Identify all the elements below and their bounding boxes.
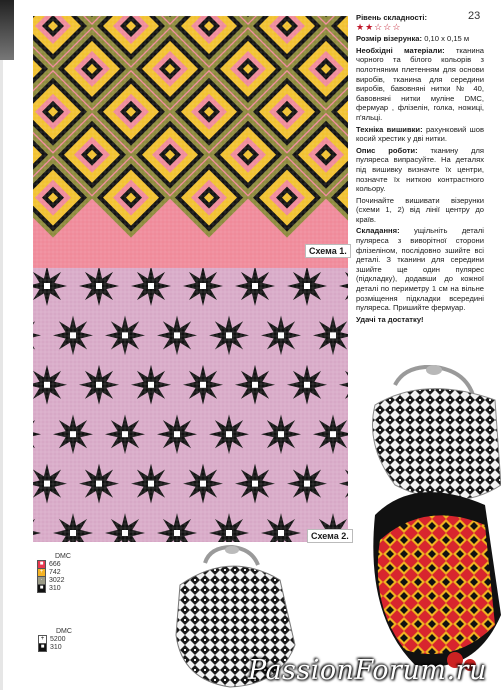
legend-1-code: 666 — [49, 560, 61, 568]
legend-1-swatch: + — [37, 568, 46, 577]
technique-paragraph — [356, 125, 484, 144]
legend-2-row — [38, 643, 72, 651]
work-text-2: Починайте вишивати візерунки (схеми 1, 2) від лінії центру до країв. — [356, 195, 484, 224]
difficulty-stars — [356, 22, 401, 32]
instructions-column — [356, 13, 484, 326]
scheme-2-chart — [33, 268, 348, 542]
size-label: Розмір візерунка: — [356, 34, 423, 44]
materials-label: Необхідні матеріали: — [356, 45, 445, 55]
legend-scheme-2 — [38, 628, 72, 651]
legend-1-rows — [37, 560, 71, 592]
closing-line: Удачі та достатку! — [356, 314, 424, 324]
page-number: 23 — [468, 10, 481, 22]
legend-2-rows — [38, 635, 72, 651]
work-text: тканину для пуляреса випрасуйте. На деталях під вишивку визначте їх центри, позначте їх ниткою контрастного кольору. — [356, 145, 484, 194]
legend-2-swatch: ■ — [38, 643, 47, 652]
legend-2-code: 5200 — [50, 635, 66, 643]
page-edge-line — [0, 60, 3, 690]
star-empty-icon: ☆ — [383, 21, 393, 32]
star-empty-icon: ☆ — [374, 21, 384, 32]
technique-text: рахунковий шов косий хрестик у дві нитки. — [356, 124, 484, 144]
legend-1-swatch: · — [37, 576, 46, 585]
page-edge-shadow — [0, 0, 14, 60]
difficulty-line — [356, 13, 484, 32]
legend-1-swatch: ■ — [37, 560, 46, 569]
scheme-1-caption: Схема 1. — [305, 244, 351, 258]
size-value: 0,10 x 0,15 м — [424, 34, 470, 44]
work-paragraph-2 — [356, 196, 484, 225]
size-line — [356, 34, 484, 44]
assembly-paragraph — [356, 226, 484, 312]
technique-label: Техніка вишивки: — [356, 124, 423, 134]
legend-1-code: 310 — [49, 584, 61, 592]
star-filled-icon: ★ — [365, 21, 375, 32]
watermark-text: PassionForum.ru — [248, 655, 487, 686]
legend-1-row — [37, 584, 71, 592]
legend-1-code: 3022 — [49, 576, 65, 584]
legend-2-swatch: + — [38, 635, 47, 644]
difficulty-label: Рівень складності: — [356, 13, 428, 22]
legend-2-header: DMC — [56, 628, 72, 635]
assembly-text: ущільніть деталі пуляреса з виворітної сторони флізеліном, послідовно зшийте всі деталі. З тканини для середини зшийте ще один пулярес (підкладку), додавши до кожної деталі по периметру 1 см на вільне розміщення підкладки всередині пуляреса. Пришийте фермуар. — [356, 226, 484, 313]
scheme-1-chart — [33, 16, 348, 270]
legend-2-code: 310 — [50, 643, 62, 651]
work-label: Опис роботи: — [356, 145, 418, 155]
materials-text: тканина чорного та білого кольорів з полотняним плетенням для основи виробів, тканина для середини виробів, бавовняні нитки № 40, бавовняні нитки муліне DMC, фермуар , флізелін, голка, ножиці, п'яльці. — [356, 45, 484, 122]
star-filled-icon: ★ — [356, 21, 366, 32]
assembly-label: Складання: — [356, 226, 400, 236]
legend-1-code: 742 — [49, 568, 61, 576]
purse-photo-top — [355, 365, 501, 690]
legend-1-swatch: ■ — [37, 584, 46, 593]
legend-1-header: DMC — [55, 553, 71, 560]
materials-paragraph — [356, 46, 484, 123]
work-paragraph — [356, 146, 484, 194]
scheme-2-caption: Схема 2. — [307, 529, 353, 543]
legend-scheme-1 — [37, 553, 71, 592]
star-empty-icon: ☆ — [392, 21, 402, 32]
